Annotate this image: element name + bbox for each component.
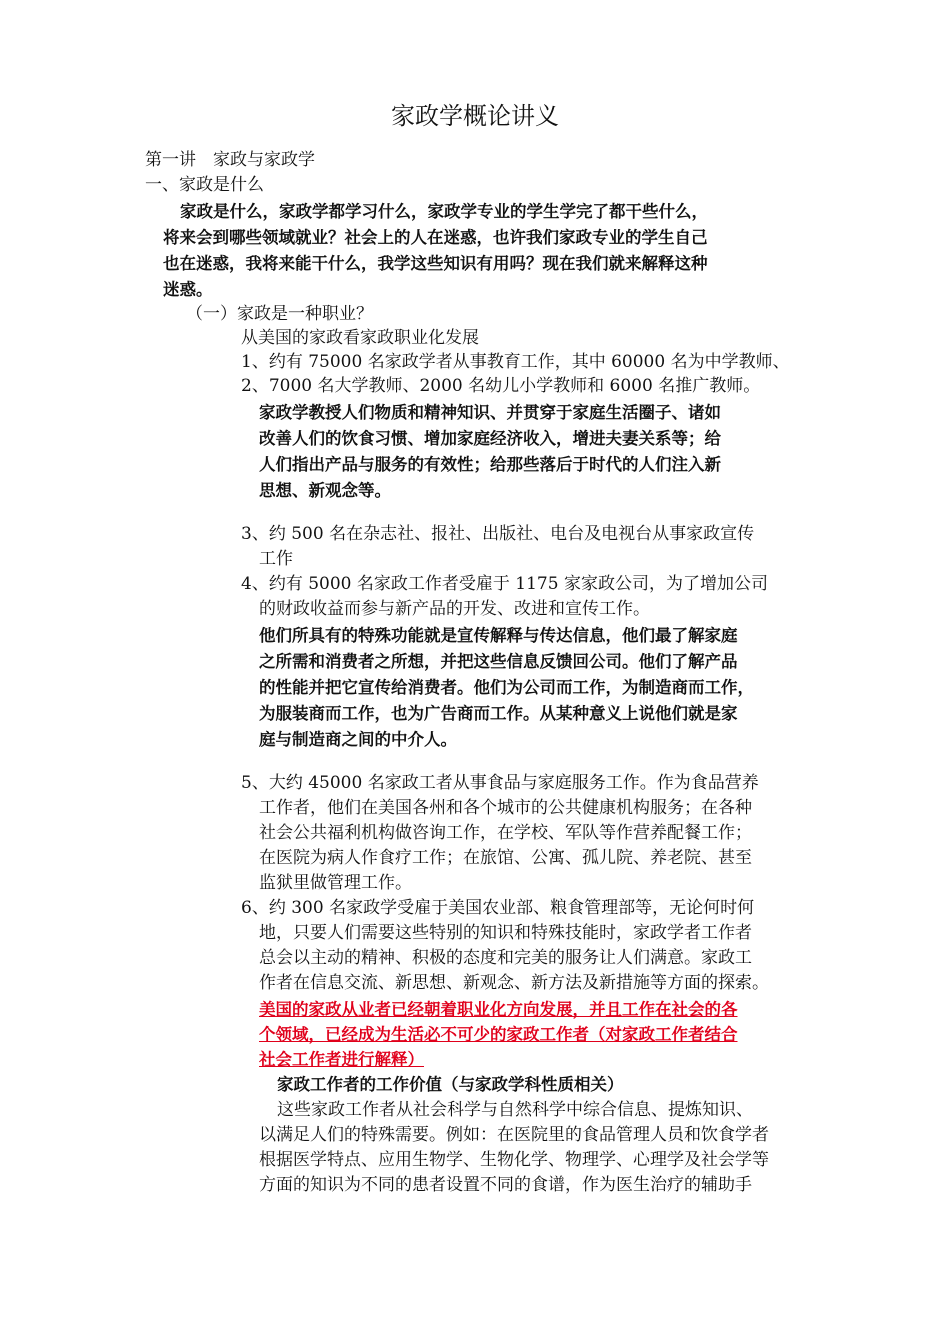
- list-item-5: 5、大约 45000 名家政工者从事食品与家庭服务工作。作为食品营养: [241, 773, 759, 793]
- bold-paragraph-line: 改善人们的饮食习惯、增加家庭经济收入，增进夫妻关系等；给: [259, 429, 721, 448]
- value-paragraph-line: 根据医学特点、应用生物学、生物化学、物理学、心理学及社会学等: [259, 1150, 769, 1170]
- red-highlight-line: 个领域，已经成为生活必不可少的家政工作者（对家政工作者结合: [259, 1025, 738, 1044]
- list-item-3: 3、约 500 名在杂志社、报社、出版社、电台及电视台从事家政宣传: [241, 524, 755, 544]
- list-item-6-cont: 作者在信息交流、新思想、新观念、新方法及新措施等方面的探索。: [259, 973, 769, 993]
- subsection-heading: （一）家政是一种职业？: [186, 304, 373, 324]
- list-item-6-cont: 地，只要人们需要这些特别的知识和特殊技能时，家政学者工作者: [259, 923, 752, 943]
- intro-line: 将来会到哪些领域就业？社会上的人在迷惑，也许我们家政专业的学生自己: [163, 228, 708, 247]
- list-item-5-cont: 监狱里做管理工作。: [259, 873, 412, 893]
- bold-paragraph-line: 家政学教授人们物质和精神知识、并贯穿于家庭生活圈子、诸如: [259, 403, 721, 422]
- list-item-1: 1、约有 75000 名家政学者从事教育工作，其中 60000 名为中学教师、: [241, 352, 790, 372]
- bold-paragraph-line: 的性能并把它宣传给消费者。他们为公司而工作，为制造商而工作，: [259, 678, 754, 697]
- sub-intro: 从美国的家政看家政职业化发展: [241, 328, 479, 348]
- bold-paragraph-line: 人们指出产品与服务的有效性；给那些落后于时代的人们注入新: [259, 455, 721, 474]
- list-item-6-cont: 总会以主动的精神、积极的态度和完美的服务让人们满意。家政工: [259, 948, 752, 968]
- value-paragraph-line: 这些家政工作者从社会科学与自然科学中综合信息、提炼知识、: [277, 1100, 753, 1120]
- list-item-5-cont: 社会公共福利机构做咨询工作，在学校、军队等作营养配餐工作；: [259, 823, 752, 843]
- lecture-heading: 第一讲 家政与家政学: [145, 150, 315, 170]
- value-heading: 家政工作者的工作价值（与家政学科性质相关）: [277, 1075, 624, 1094]
- intro-line: 也在迷惑，我将来能干什么，我学这些知识有用吗？现在我们就来解释这种: [163, 254, 708, 273]
- bold-paragraph-line: 为服装商而工作，也为广告商而工作。从某种意义上说他们就是家: [259, 704, 738, 723]
- document-title: 家政学概论讲义: [391, 102, 559, 130]
- bold-paragraph-line: 他们所具有的特殊功能就是宣传解释与传达信息，他们最了解家庭: [259, 626, 738, 645]
- red-highlight-line: 社会工作者进行解释）: [259, 1050, 424, 1069]
- list-item-2: 2、7000 名大学教师、2000 名幼儿小学教师和 6000 名推广教师。: [241, 376, 761, 396]
- bold-paragraph-line: 庭与制造商之间的中介人。: [259, 730, 457, 749]
- intro-line: 迷惑。: [163, 280, 213, 299]
- value-paragraph-line: 方面的知识为不同的患者设置不同的食谱，作为医生治疗的辅助手: [259, 1175, 752, 1195]
- list-item-3-cont: 工作: [259, 549, 293, 569]
- list-item-4-cont: 的财政收益而参与新产品的开发、改进和宣传工作。: [259, 599, 650, 619]
- section-heading: 一、家政是什么: [145, 175, 264, 195]
- list-item-4: 4、约有 5000 名家政工作者受雇于 1175 家家政公司，为了增加公司: [241, 574, 768, 594]
- bold-paragraph-line: 思想、新观念等。: [259, 481, 391, 500]
- intro-line: 家政是什么，家政学都学习什么，家政学专业的学生学完了都干些什么，: [180, 202, 708, 221]
- value-paragraph-line: 以满足人们的特殊需要。例如：在医院里的食品管理人员和饮食学者: [259, 1125, 769, 1145]
- list-item-6: 6、约 300 名家政学受雇于美国农业部、粮食管理部等，无论何时何: [241, 898, 755, 918]
- list-item-5-cont: 在医院为病人作食疗工作；在旅馆、公寓、孤儿院、养老院、甚至: [259, 848, 752, 868]
- bold-paragraph-line: 之所需和消费者之所想，并把这些信息反馈回公司。他们了解产品: [259, 652, 738, 671]
- red-highlight-line: 美国的家政从业者已经朝着职业化方向发展，并且工作在社会的各: [259, 1000, 738, 1019]
- list-item-5-cont: 工作者，他们在美国各州和各个城市的公共健康机构服务；在各种: [259, 798, 752, 818]
